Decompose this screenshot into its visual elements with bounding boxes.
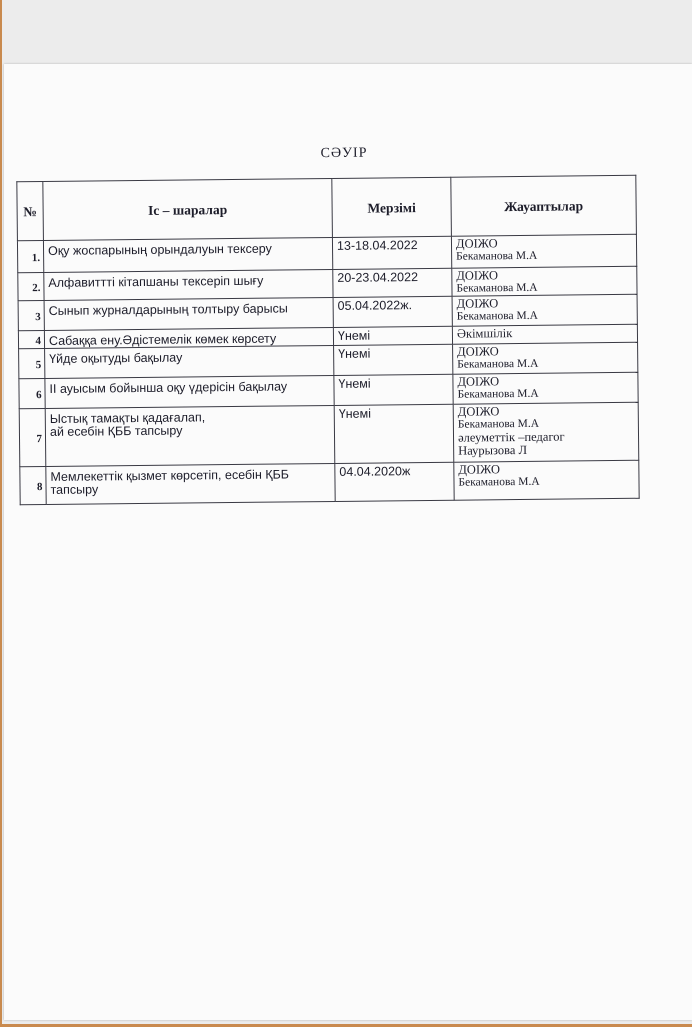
- responsible-person: ДОІЖО: [457, 374, 500, 389]
- header-event: Іс – шаралар: [43, 178, 333, 240]
- row-date: 13-18.04.2022: [332, 236, 451, 269]
- schedule-table: [16, 175, 639, 505]
- document-title: СӘУІР: [320, 145, 368, 162]
- row-event: Үйде оқытуды бақылау: [45, 345, 334, 378]
- responsible-person: Наурызова Л: [458, 442, 528, 458]
- row-date: 20-23.04.2022: [333, 268, 452, 297]
- table-row: [20, 460, 639, 504]
- responsible-person: Бекаманова М.А: [456, 281, 538, 295]
- responsible-person: ДОІЖО: [456, 296, 499, 311]
- row-event: Сабаққа ену.Әдістемелік көмек көрсету: [44, 327, 333, 348]
- row-number: 6: [19, 378, 45, 408]
- responsible-person: Бекаманова М.А: [457, 387, 539, 401]
- responsible-person: Бекаманова М.А: [456, 249, 538, 263]
- row-responsible: [453, 402, 639, 462]
- row-responsible: [452, 324, 637, 344]
- table-header-row: [17, 175, 637, 240]
- row-number: 4: [18, 330, 44, 348]
- row-date: Үнемі: [334, 374, 453, 405]
- header-responsible: Жауаптылар: [451, 175, 637, 236]
- row-date: 04.04.2020ж: [335, 462, 454, 501]
- responsible-person: Бекаманова М.А: [457, 417, 540, 431]
- row-responsible: [454, 460, 639, 500]
- responsible-person: ДОІЖО: [457, 404, 500, 419]
- row-event: Мемлекеттік қызмет көрсетіп, есебін ҚББ тапсыру: [46, 463, 335, 504]
- row-number: 2.: [18, 272, 44, 300]
- header-number: №: [17, 181, 44, 240]
- header-date: Мерзімі: [332, 177, 452, 237]
- row-number: 5: [19, 348, 45, 378]
- row-number: 1.: [17, 240, 43, 272]
- row-responsible: [451, 234, 636, 268]
- row-event: ІІ ауысым бойынша оқу үдерісін бақылау: [45, 375, 334, 408]
- row-event: Сынып журналдарының толтыру барысы: [44, 297, 333, 330]
- row-date: Үнемі: [334, 344, 453, 375]
- row-event: Алфавиттті кітапшаны тексеріп шығу: [44, 269, 333, 300]
- row-event: Ыстық тамақты қадағалап, ай есебін ҚББ тапсыру: [45, 405, 335, 466]
- row-number: 3: [18, 300, 44, 330]
- responsible-person: ДОІЖО: [455, 236, 498, 251]
- row-date: 05.04.2022ж.: [333, 296, 452, 327]
- responsible-person: ДОІЖО: [456, 268, 499, 283]
- responsible-person: әлеуметтік –педагог: [457, 429, 565, 445]
- row-number: 8: [20, 466, 46, 504]
- table-row: [19, 402, 639, 466]
- responsible-person: Бекаманова М.А: [457, 357, 539, 371]
- responsible-person: Бекаманова М.А: [458, 475, 540, 489]
- responsible-person: Бекаманова М.А: [456, 309, 538, 323]
- row-date: Үнемі: [333, 326, 452, 345]
- row-responsible: [452, 266, 637, 296]
- row-responsible: [453, 342, 638, 374]
- row-number: 7: [19, 408, 46, 466]
- row-date: Үнемі: [334, 404, 454, 463]
- responsible-person: ДОІЖО: [457, 344, 499, 359]
- responsible-person: ДОІЖО: [458, 462, 501, 477]
- responsible-person: Әкімшілік: [456, 326, 513, 341]
- row-responsible: [453, 372, 638, 404]
- row-event: Оқу жоспарының орындалуын тексеру: [43, 237, 332, 272]
- row-responsible: [452, 294, 637, 326]
